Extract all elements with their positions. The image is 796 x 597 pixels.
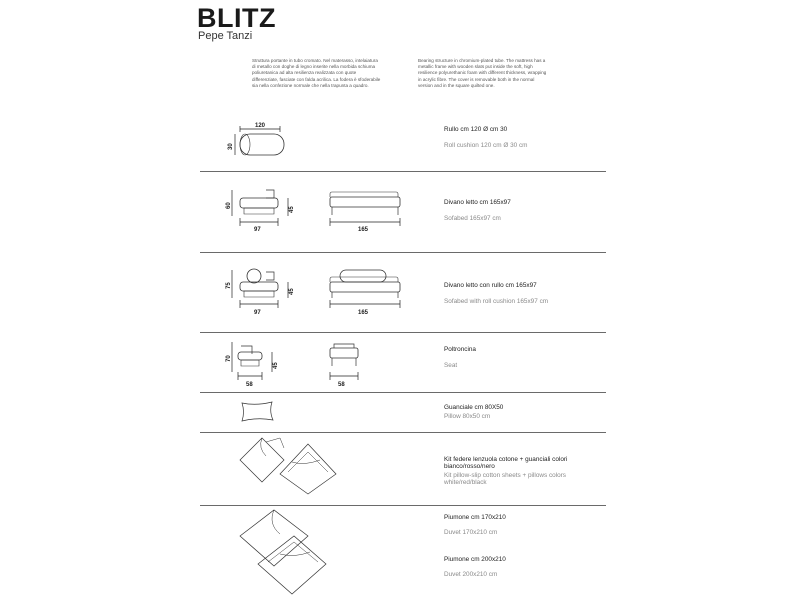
dim-sofabed-seat: 45: [289, 206, 295, 213]
row-sofabed-label-it: Divano letto cm 165x97: [444, 199, 511, 206]
product-title: BLITZ: [197, 3, 276, 33]
row-duvet-200-label-en: Duvet 200x210 cm: [444, 571, 498, 578]
row-seat-label-en: Seat: [444, 362, 458, 369]
dim-sofabed-roll-height: 75: [226, 282, 232, 289]
dim-seat-height: 70: [226, 355, 232, 362]
row-kit-label-it: Kit federe lenzuola cotone + guanciali colori bianco/rosso/nero: [444, 456, 568, 470]
row-duvet-170-label-en: Duvet 170x210 cm: [444, 529, 498, 536]
sofabed-side-drawing: [222, 186, 302, 236]
dim-sofabed-depth: 97: [254, 227, 261, 233]
dim-sofabed-height: 60: [226, 202, 232, 209]
dim-sofabed-roll-seat: 45: [289, 288, 295, 295]
seat-side-drawing: [222, 338, 292, 388]
row-seat-label-it: Poltroncina: [444, 346, 476, 353]
dim-sofabed-roll-depth: 97: [254, 310, 261, 316]
row-roll-label-it: Rullo cm 120 Ø cm 30: [444, 126, 508, 133]
row-sofabed-roll-label-it: Divano letto con rullo cm 165x97: [444, 282, 537, 289]
designer-name: Pepe Tanzi: [198, 30, 253, 42]
sofabed-front-drawing: [322, 186, 408, 236]
row-duvet-170-label-it: Piumone cm 170x210: [444, 514, 506, 521]
row-sofabed-label-en: Sofabed 165x97 cm: [444, 215, 501, 222]
dim-roll-height: 30: [228, 143, 234, 150]
row-sofabed-roll-label-en: Sofabed with roll cushion 165x97 cm: [444, 298, 549, 305]
row-roll-label-en: Roll cushion 120 cm Ø 30 cm: [444, 142, 528, 149]
intro-text-english: Bearing structure in chromium-plated tube. The mattress has a metallic frame with wooden slats put inside the soft, high resilience polyurethanic foam with different thickness, wrapping in acrylic fibre. The cover is removable both in the normal version and in the square quilted one.: [418, 58, 547, 88]
seat-front-drawing: [322, 338, 372, 388]
dim-seat-depth: 58: [246, 382, 253, 388]
dim-roll-width: 120: [255, 123, 266, 129]
pillow-drawing: [236, 398, 280, 426]
row-pillow-label-it: Guanciale cm 80X50: [444, 404, 504, 411]
intro-text-italian: Struttura portante in tubo cromato. Nel materasso, intelaiatura di metallo con doghe di legno inserite nella morbida schiuma poliuretanica ad alta resilienza realizzata con quote differenziate, fasciate con falda acrilica. La fodera è sfoderabile sia nella confezione normale che nella trapunta a quadro.: [252, 58, 381, 88]
divider: [200, 392, 606, 393]
divider: [200, 252, 606, 253]
sofabed-roll-side-drawing: [222, 264, 302, 318]
duvet-drawing: [232, 506, 332, 596]
dim-sofabed-length: 165: [358, 227, 369, 233]
row-duvet-200-label-it: Piumone cm 200x210: [444, 556, 506, 563]
sofabed-roll-front-drawing: [322, 264, 408, 318]
dim-seat-width: 58: [338, 382, 345, 388]
roll-cushion-drawing: [222, 118, 312, 166]
row-pillow-label-en: Pillow 80x50 cm: [444, 413, 491, 420]
dim-sofabed-roll-length: 165: [358, 310, 369, 316]
divider: [200, 171, 606, 172]
pillow-kit-drawing: [232, 432, 344, 496]
divider: [200, 332, 606, 333]
dim-seat-seat: 45: [273, 362, 279, 369]
row-kit-label-en: Kit pillow-slip cotton sheets + pillows colors white/red/black: [444, 472, 567, 486]
